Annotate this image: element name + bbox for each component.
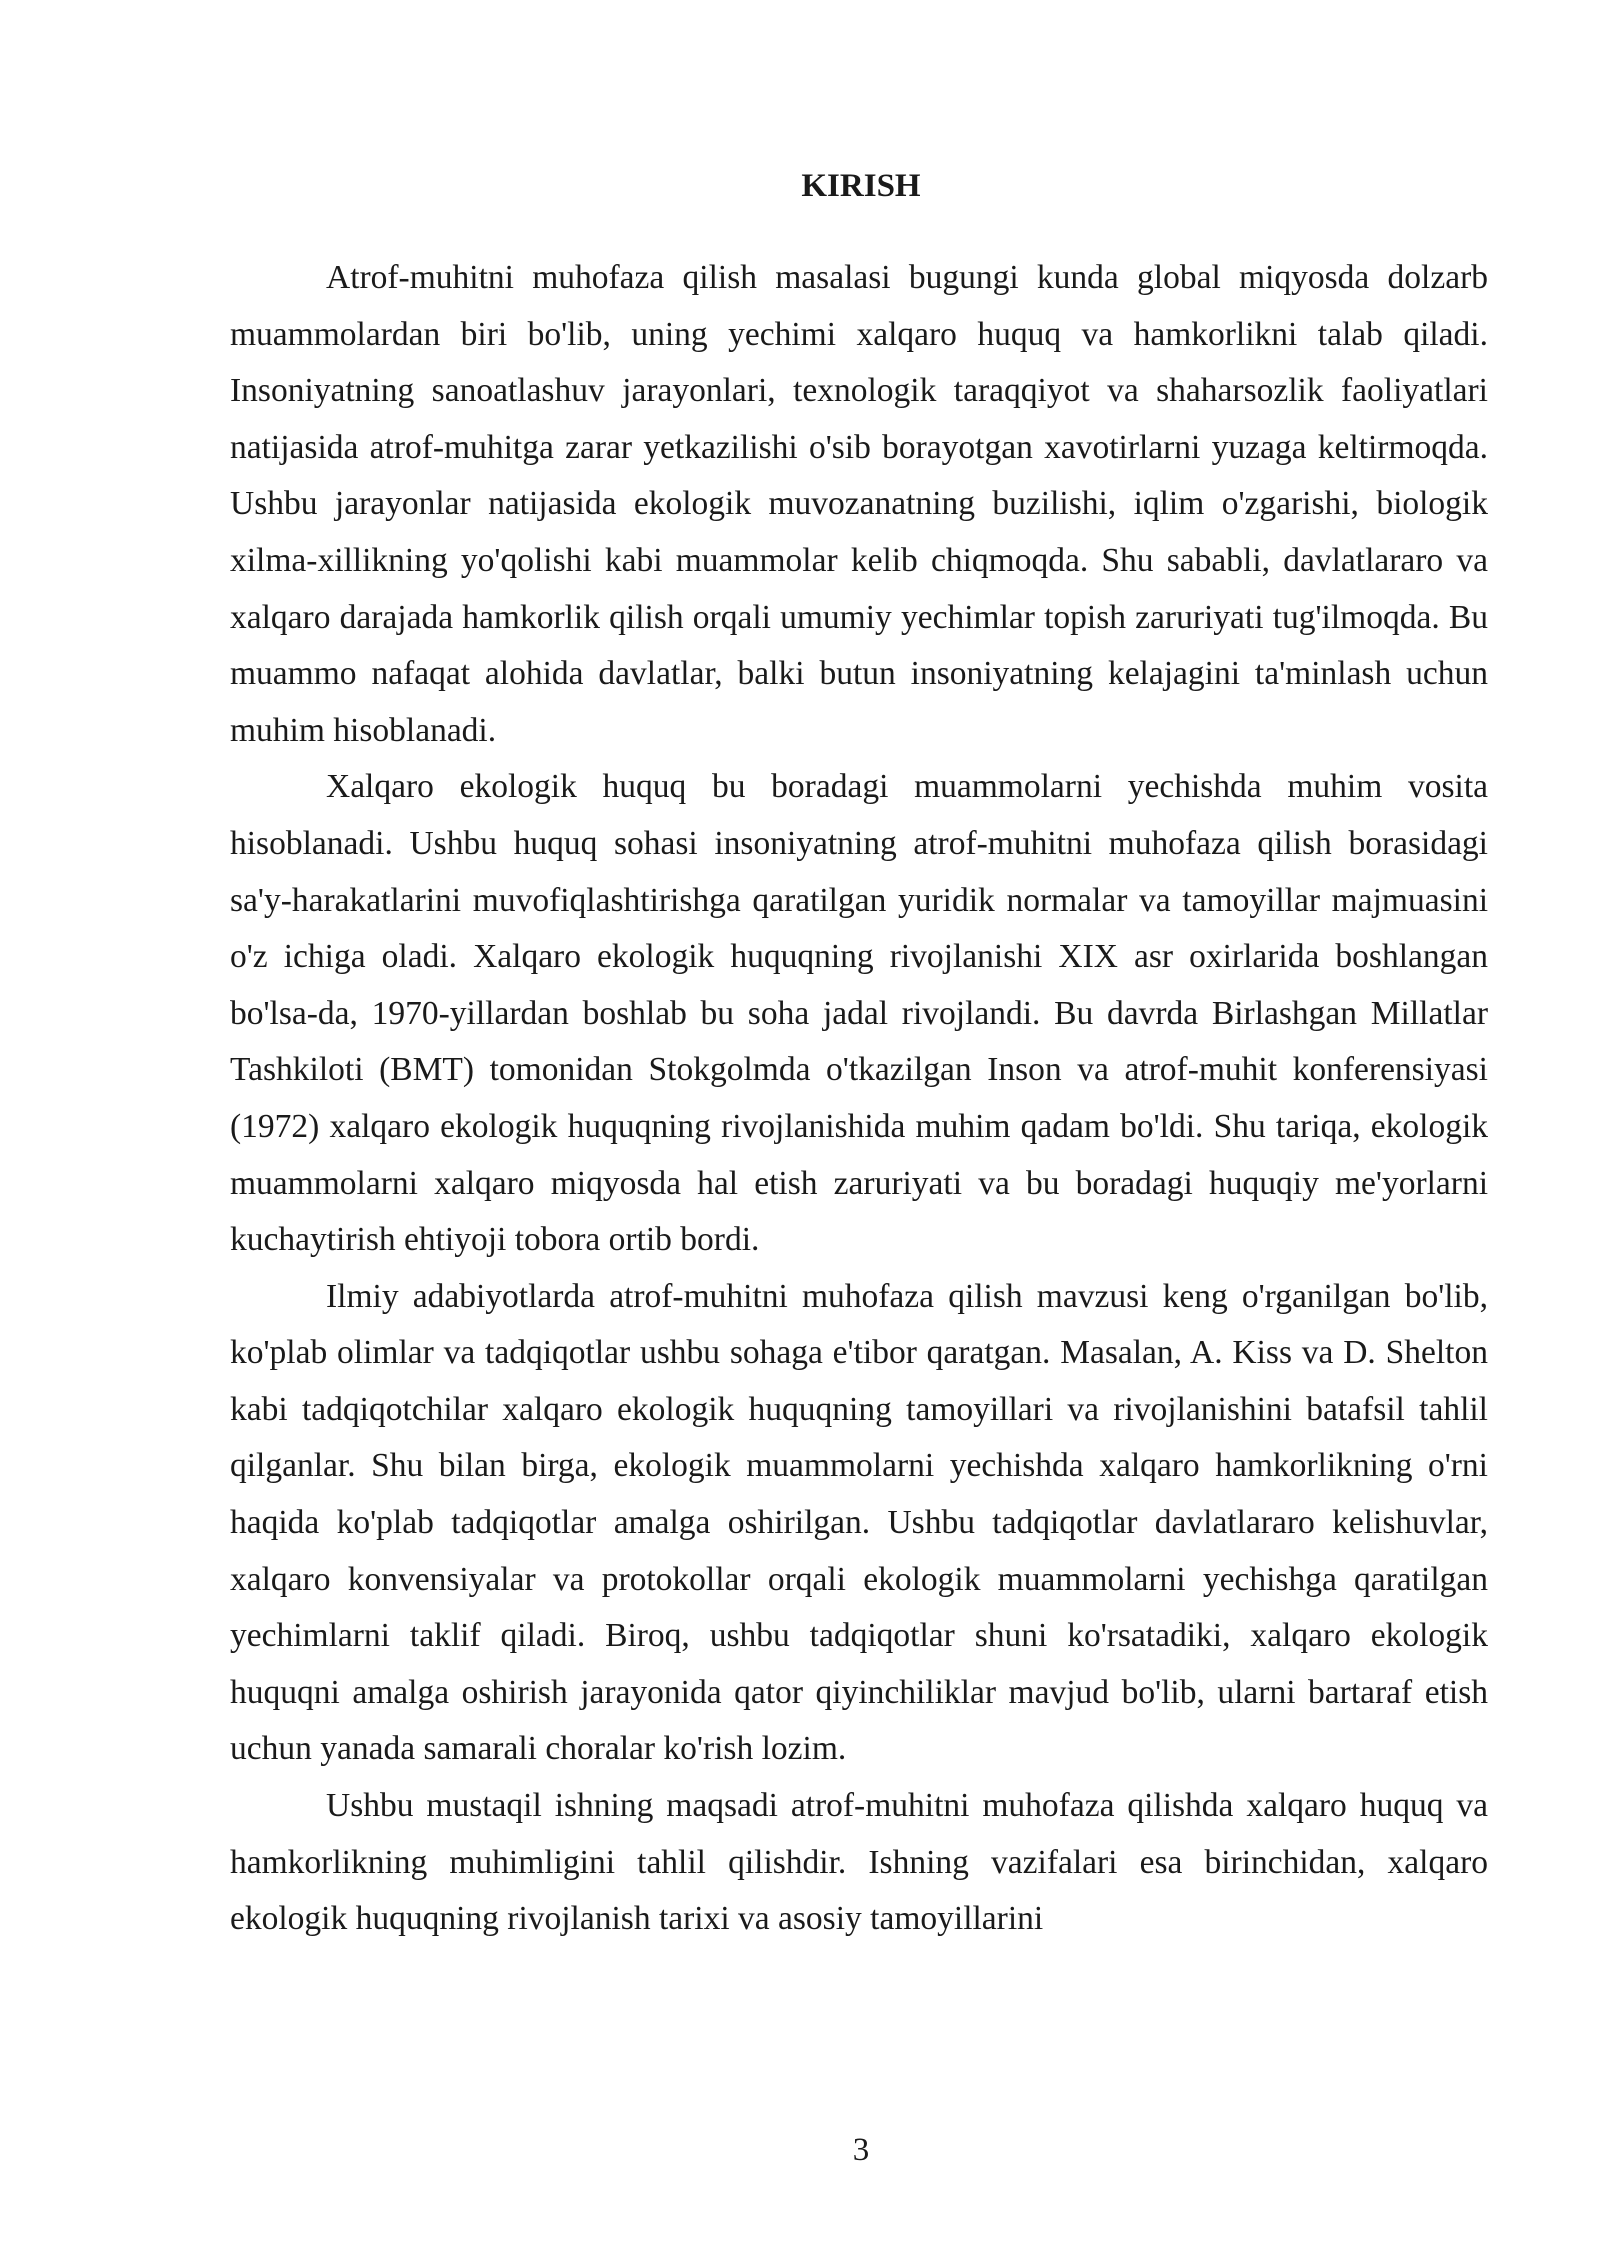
paragraph-2: Xalqaro ekologik huquq bu boradagi muammolarni yechishda muhim vosita hisoblanadi. Ushbu huquq sohasi insoniyatning atrof-muhitni muhofaza qilish borasidagi sa'y-harakatlarini muvofiqlashtirishga qaratilgan yuridik normalar va tamoyillar majmuasini o'z ichiga oladi. Xalqaro ekologik huquqning rivojlanishi XIX asr oxirlarida boshlangan bo'lsa-da, 1970-yillardan boshlab bu soha jadal rivojlandi. Bu davrda Birlashgan Millatlar Tashkiloti (BMT) tomonidan Stokgolmda o'tkazilgan Inson va atrof-muhit konferensiyasi (1972) xalqaro ekologik huquqning rivojlanishida muhim qadam bo'ldi. Shu tariqa, ekologik muammolarni xalqaro miqyosda hal etish zaruriyati va bu boradagi huquqiy me'yorlarni kuchaytirish ehtiyoji tobora ortib bordi. bbox=[230, 768, 1488, 1259]
document-body bbox=[230, 250, 1488, 1948]
page-number: 3 bbox=[852, 2132, 870, 2168]
page-title: KIRISH bbox=[801, 168, 921, 204]
paragraph-4: Ushbu mustaqil ishning maqsadi atrof-muhitni muhofaza qilishda xalqaro huquq va hamkorlikning muhimligini tahlil qilishdir. Ishning vazifalari esa birinchidan, xalqaro ekologik huquqning rivojlanish tarixi va asosiy tamoyillarini bbox=[230, 1787, 1488, 1938]
paragraph-1: Atrof-muhitni muhofaza qilish masalasi bugungi kunda global miqyosda dolzarb muammolardan biri bo'lib, uning yechimi xalqaro huquq va hamkorlikni talab qiladi. Insoniyatning sanoatlashuv jarayonlari, texnologik taraqqiyot va shaharsozlik faoliyatlari natijasida atrof-muhitga zarar yetkazilishi o'sib borayotgan xavotirlarni yuzaga keltirmoqda. Ushbu jarayonlar natijasida ekologik muvozanatning buzilishi, iqlim o'zgarishi, biologik xilma-xillikning yo'qolishi kabi muammolar kelib chiqmoqda. Shu sababli, davlatlararo va xalqaro darajada hamkorlik qilish orqali umumiy yechimlar topish zaruriyati tug'ilmoqda. Bu muammo nafaqat alohida davlatlar, balki butun insoniyatning kelajagini ta'minlash uchun muhim hisoblanadi. bbox=[230, 259, 1488, 749]
paragraph-3: Ilmiy adabiyotlarda atrof-muhitni muhofaza qilish mavzusi keng o'rganilgan bo'lib, ko'plab olimlar va tadqiqotlar ushbu sohaga e'tibor qaratgan. Masalan, A. Kiss va D. Shelton kabi tadqiqotchilar xalqaro ekologik huquqning tamoyillari va rivojlanishini batafsil tahlil qilganlar. Shu bilan birga, ekologik muammolarni yechishda xalqaro hamkorlikning o'rni haqida ko'plab tadqiqotlar amalga oshirilgan. Ushbu tadqiqotlar davlatlararo kelishuvlar, xalqaro konvensiyalar va protokollar orqali ekologik muammolarni yechishga qaratilgan yechimlarni taklif qiladi. Biroq, ushbu tadqiqotlar shuni ko'rsatadiki, xalqaro ekologik huquqni amalga oshirish jarayonida qator qiyinchiliklar mavjud bo'lib, ularni bartaraf etish uchun yanada samarali choralar ko'rish lozim. bbox=[230, 1277, 1488, 1768]
